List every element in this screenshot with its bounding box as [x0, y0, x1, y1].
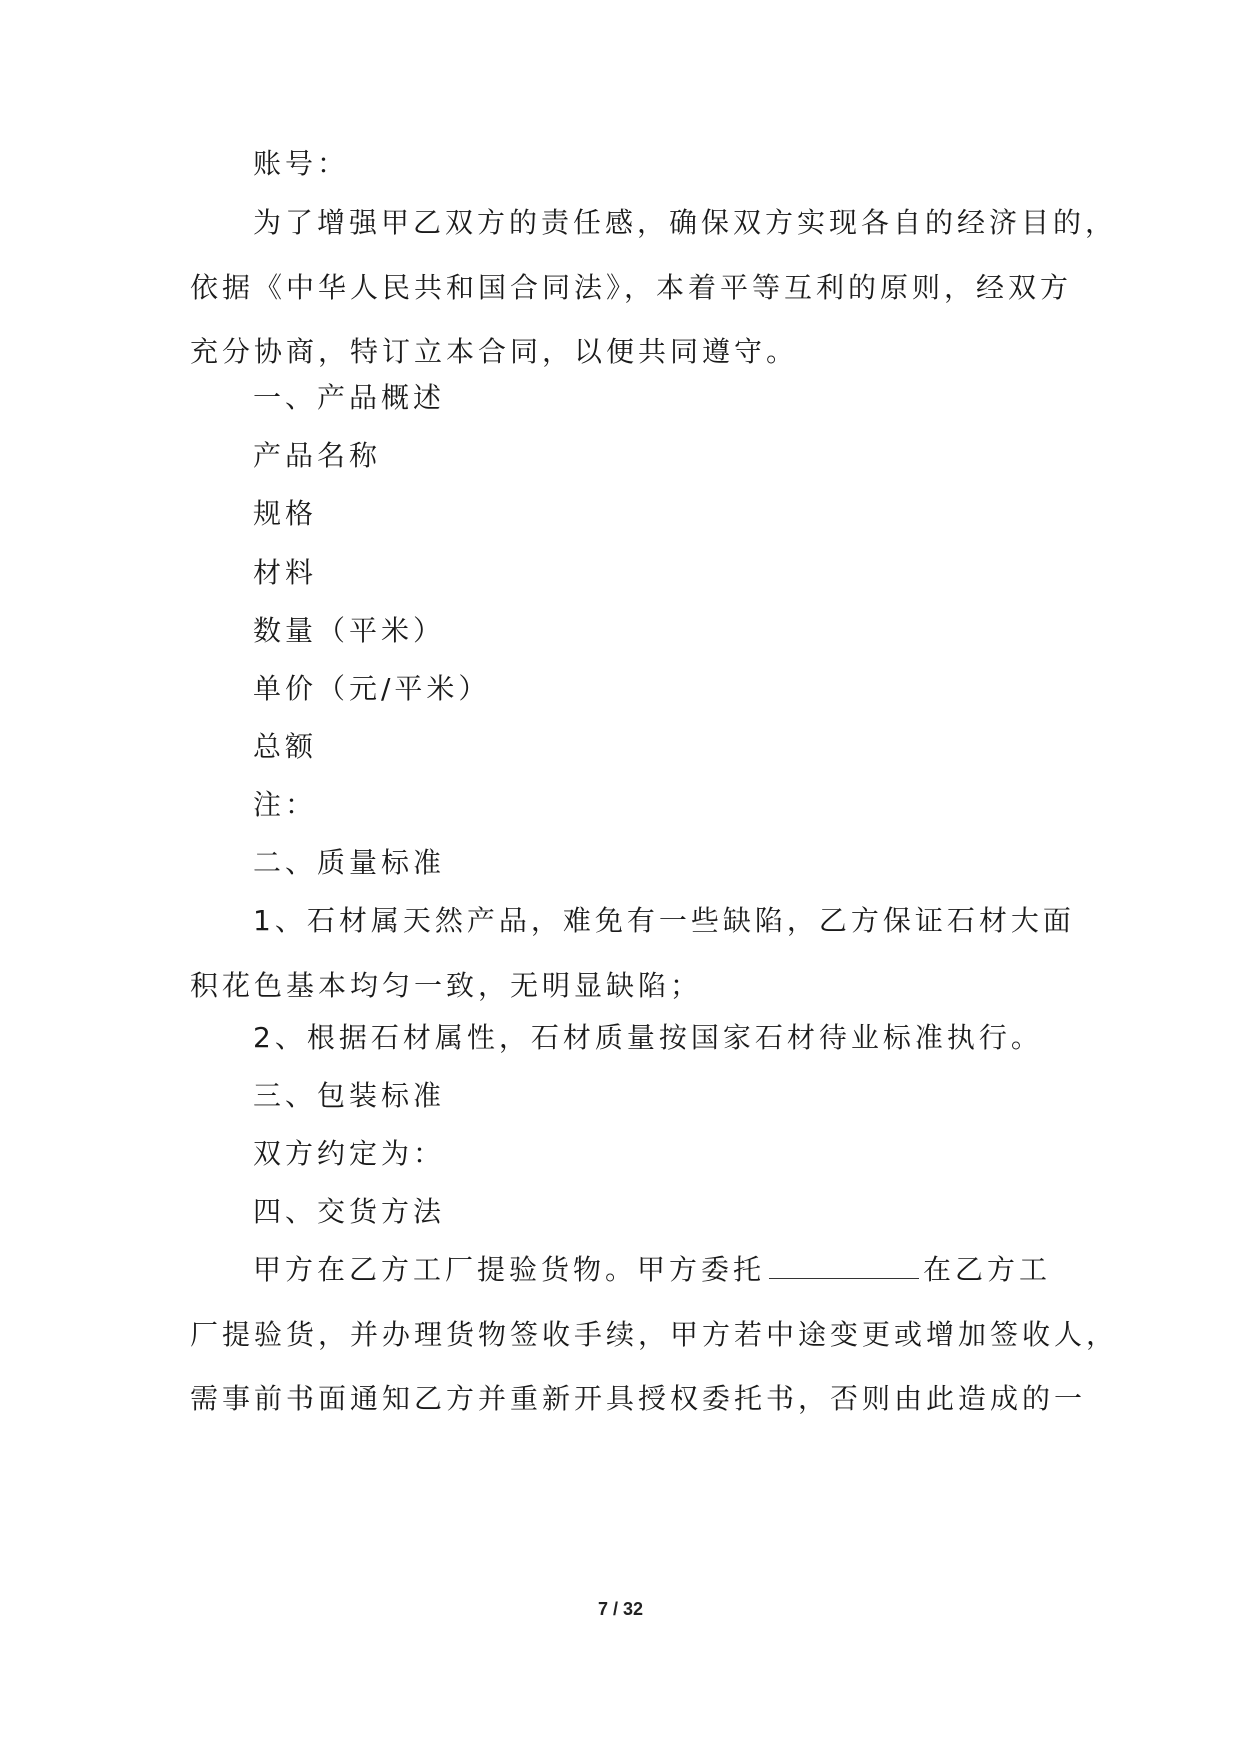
section-heading-delivery [0, 1180, 1241, 1245]
paragraph-account [0, 132, 1241, 197]
field-note [0, 773, 1241, 838]
paragraph-line: 三、包装标准 [253, 1079, 446, 1112]
paragraph-line: 规格 [253, 497, 318, 530]
paragraph-line: 充分协商，特订立本合同，以便共同遵守。 [190, 335, 799, 368]
section-heading-quality [0, 831, 1241, 896]
paragraph-line: 厂提验货，并办理货物签收手续，甲方若中途变更或增加签收人， [190, 1317, 1119, 1351]
field-material [0, 541, 1241, 606]
paragraph-line: 一、产品概述 [253, 381, 446, 414]
paragraph-quality-1 [0, 889, 1241, 1018]
paragraph-line: 材料 [253, 556, 318, 589]
entrusted-party-blank [769, 1244, 919, 1279]
paragraph-delivery [0, 1238, 1241, 1432]
paragraph-line: 总额 [253, 730, 318, 763]
delivery-text-after-blank: 在乙方工 [923, 1253, 1052, 1286]
field-unit-price [0, 657, 1241, 722]
field-spec [0, 482, 1241, 547]
field-product-name [0, 424, 1241, 489]
paragraph-line: 2、根据石材属性，石材质量按国家石材待业标准执行。 [253, 1021, 1043, 1054]
paragraph-line: 双方约定为： [253, 1137, 446, 1170]
paragraph-line: 1、石材属天然产品，难免有一些缺陷，乙方保证石材大面 [253, 904, 1075, 937]
paragraph-line: 需事前书面通知乙方并重新开具授权委托书，否则由此造成的一 [190, 1382, 1087, 1415]
paragraph-line: 依据《中华人民共和国合同法》，本着平等互利的原则，经双方 [190, 270, 1073, 304]
paragraph-preamble [0, 191, 1241, 385]
paragraph-line: 四、交货方法 [253, 1195, 446, 1228]
paragraph-quality-2 [0, 1006, 1241, 1071]
paragraph-line: 单价（元/平米） [253, 672, 491, 705]
section-heading-packaging [0, 1064, 1241, 1129]
paragraph-line: 数量（平米） [253, 614, 446, 647]
page-number: 7 / 32 [597, 1599, 644, 1619]
paragraph-line: 二、质量标准 [253, 846, 446, 879]
delivery-text-before-blank: 甲方在乙方工厂提验货物。甲方委托 [253, 1253, 766, 1286]
section-heading-product-overview [0, 366, 1241, 431]
field-quantity [0, 599, 1241, 664]
paragraph-line: 积花色基本均匀一致，无明显缺陷； [190, 968, 703, 1002]
paragraph-line: 为了增强甲乙双方的责任感，确保双方实现各自的经济目的， [253, 206, 1118, 239]
field-total [0, 715, 1241, 780]
paragraph-line: 注： [253, 788, 318, 821]
paragraph-line: 账号： [253, 147, 350, 180]
paragraph-packaging [0, 1122, 1241, 1187]
paragraph-line [0, 1238, 1241, 1303]
paragraph-line: 产品名称 [253, 439, 382, 472]
